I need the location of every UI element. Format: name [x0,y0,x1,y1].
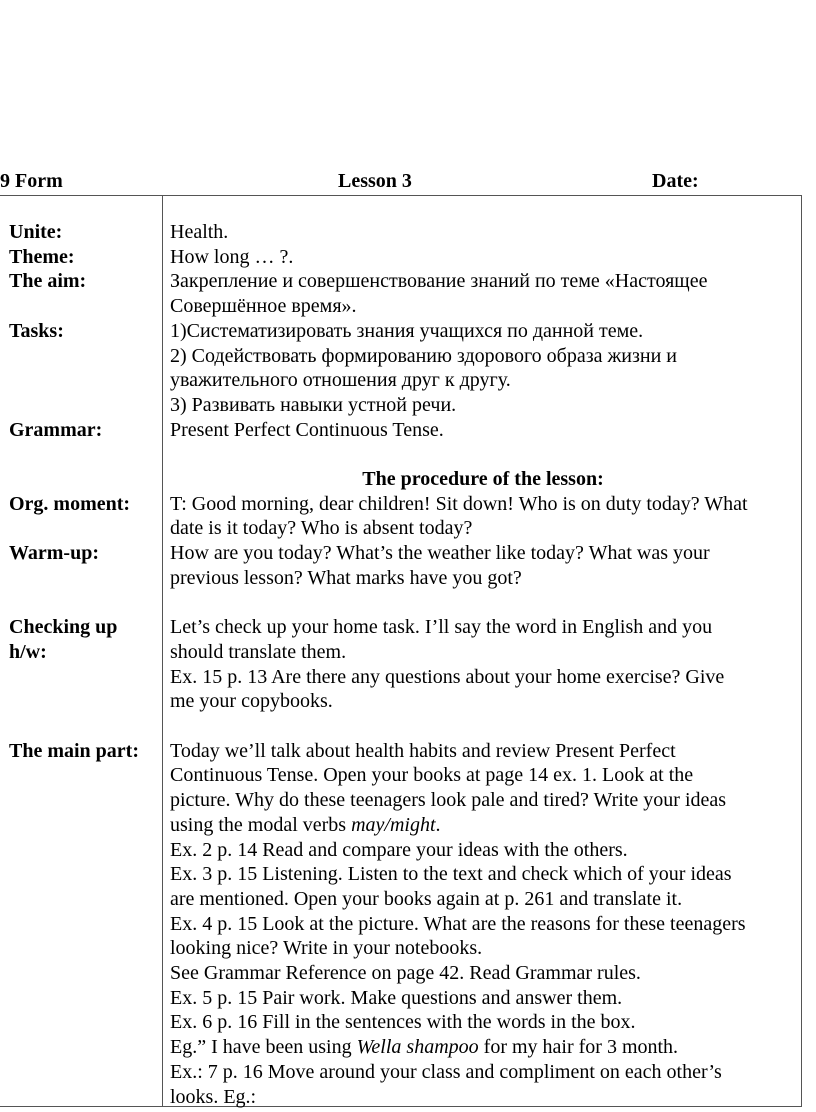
text-segment: are mentioned. Open your books again at p. 261 and translate it. [170,887,683,910]
text-segment: Let’s check up your home task. I’ll say the word in English and you [170,616,713,639]
text-segment: Continuous Tense. Open your books at page 14 ex. 1. Look at the [170,764,694,787]
section-label: Grammar: [9,418,103,441]
content-line [170,492,748,517]
text-segment: Ex. 2 p. 14 Read and compare your ideas with the others. [170,838,628,861]
content-line [170,220,228,245]
text-segment: 1)Систематизировать знания учащихся по данной теме. [170,319,644,342]
content-line [170,986,622,1011]
content-line [170,393,456,418]
content-line [170,1010,636,1035]
text-segment: See Grammar Reference on page 42. Read Grammar rules. [170,962,641,984]
text-segment: Eg.” I have been using [170,1036,357,1059]
text-segment: me your copybooks. [170,690,333,713]
content-line [170,1085,256,1110]
text-segment: Ex. 15 p. 13 Are there any questions about your home exercise? Give [170,665,725,688]
content-line [170,1060,722,1085]
text-segment: Present Perfect Continuous Tense. [170,418,444,441]
text-segment: уважительного отношения друг к другу. [170,369,511,392]
content-line [170,294,357,319]
text-segment: Today we’ll talk about health habits and review Present Perfect [170,739,676,762]
content-line [170,838,628,863]
text-segment: previous lesson? What marks have you got? [170,566,522,589]
content-line [170,788,726,813]
content-line [170,516,472,541]
text-segment: looking nice? Write in your notebooks. [170,937,483,960]
content-line [170,319,643,344]
text-segment: 2) Содействовать формированию здорового образа жизни и [170,344,678,367]
column-divider [162,195,163,1107]
section-label: Unite: [9,221,63,243]
content-line [170,245,293,270]
content-line [170,862,732,887]
text-segment: Ex. 6 p. 16 Fill in the sentences with the words in the box. [170,1011,636,1034]
text-segment: Совершённое время». [170,295,357,318]
content-line [170,763,693,788]
lesson-label: Lesson 3 [338,170,412,192]
content-line [170,541,710,566]
date-label: Date: [652,170,699,192]
text-segment: 3) Развивать навыки устной речи. [170,393,457,416]
text-segment: How are you today? What’s the weather like today? What was your [170,542,710,565]
content-line [170,665,724,690]
text-segment: Ex. 3 p. 15 Listening. Listen to the text and check which of your ideas [170,863,732,886]
content-line [170,936,482,961]
content-line [170,912,746,937]
content-line [170,640,346,665]
section-label: Checking up [9,616,118,639]
text-segment: should translate them. [170,640,347,663]
text-segment: picture. Why do these teenagers look pale and tired? Write your ideas [170,789,727,812]
text-segment: Ex. 5 p. 15 Pair work. Make questions and answer them. [170,986,623,1009]
text-segment: Ex. 4 p. 15 Look at the picture. What are the reasons for these teenagers [170,912,746,935]
text-segment: date is it today? Who is absent today? [170,517,473,540]
section-label: Org. moment: [9,492,131,515]
content-line [170,887,682,912]
italic-text: may/might [351,813,436,836]
text-segment: Health. [170,221,229,243]
section-label: Warm-up: [9,542,99,565]
section-label: Theme: [9,245,75,268]
content-line [170,961,641,986]
text-segment: The procedure of the lesson: [362,468,604,490]
text-segment: for my hair for 3 month. [478,1036,679,1059]
procedure-heading [163,467,803,492]
section-label: The main part: [9,739,139,762]
content-line [170,813,441,838]
section-label: h/w: [9,640,47,663]
content-line [170,739,676,764]
content-line [170,689,333,714]
text-segment: using the modal verbs [170,813,352,836]
text-segment: T: Good morning, dear children! Sit down! Who is on duty today? What [170,492,748,515]
section-label: The aim: [9,270,87,293]
section-label: Tasks: [9,319,64,342]
content-line [170,1035,678,1060]
text-segment: . [435,813,441,836]
form-label: 9 Form [0,170,63,192]
content-line [170,418,444,443]
content-line [170,344,677,369]
content-line [170,368,511,393]
italic-text: Wella shampoo [356,1036,479,1059]
text-segment: Ex.: 7 p. 16 Move around your class and compliment on each other’s [170,1060,722,1083]
content-line [170,566,522,591]
content-line [170,615,712,640]
text-segment: looks. Eg.: [170,1085,257,1108]
text-segment: Закрепление и совершенствование знаний по теме «Настоящее [170,270,708,293]
content-line [170,269,707,294]
text-segment: How long … ?. [170,245,294,268]
